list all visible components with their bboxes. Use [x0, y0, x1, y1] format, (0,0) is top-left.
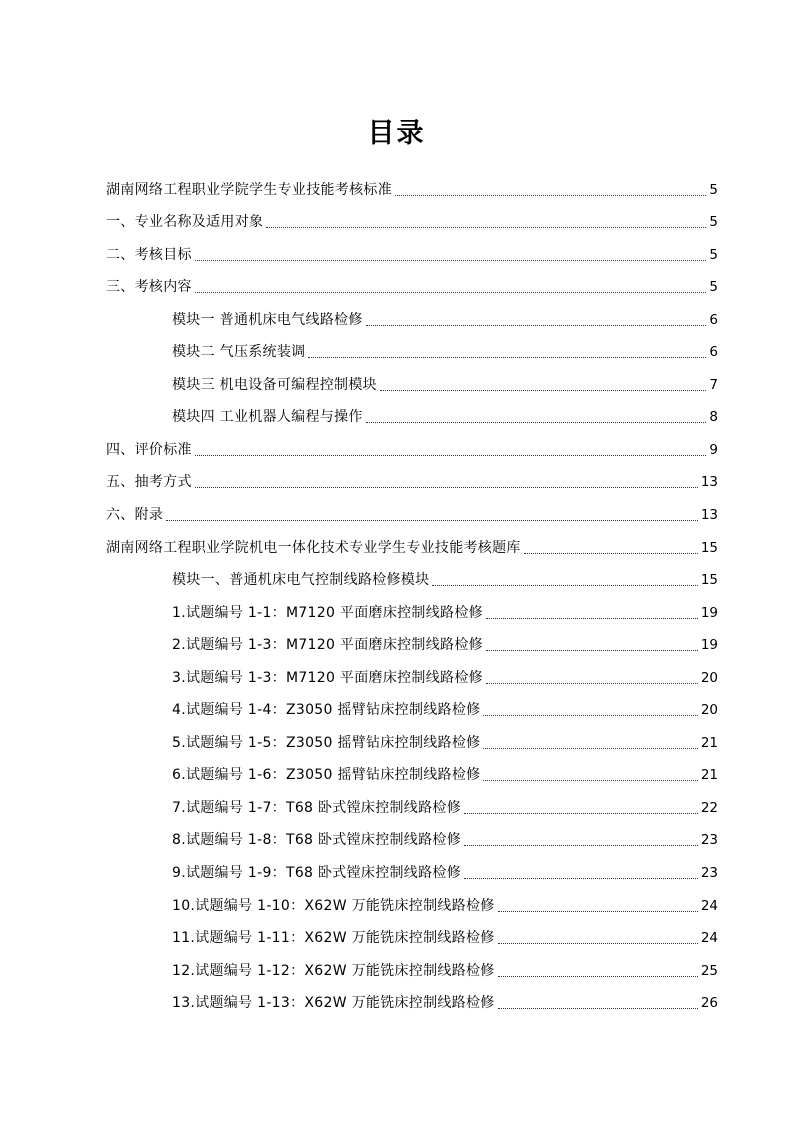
- toc-page-number: 19: [700, 637, 718, 654]
- toc-entry[interactable]: [106, 493, 718, 526]
- toc-dot-leader: [366, 324, 707, 326]
- toc-page-number: 26: [700, 995, 718, 1012]
- toc-entry[interactable]: [106, 721, 718, 754]
- toc-title: 目录: [367, 118, 426, 149]
- toc-entry[interactable]: [106, 689, 718, 722]
- toc-page-number: 24: [700, 930, 718, 947]
- toc-dot-leader: [498, 975, 698, 977]
- toc-page-number: 23: [700, 865, 718, 882]
- toc-entry[interactable]: [106, 559, 718, 592]
- toc-entry[interactable]: [106, 461, 718, 494]
- toc-page-number: 6: [709, 344, 718, 361]
- toc-entry[interactable]: [106, 168, 718, 201]
- toc-entry[interactable]: [106, 754, 718, 787]
- toc-dot-leader: [166, 519, 698, 521]
- toc-dot-leader: [498, 1007, 698, 1009]
- toc-entry[interactable]: [106, 396, 718, 429]
- toc-entry[interactable]: [106, 624, 718, 657]
- toc-dot-leader: [395, 194, 706, 196]
- toc-entry-text: 模块一 普通机床电气线路检修: [172, 311, 363, 328]
- toc-page-number: 9: [709, 441, 718, 458]
- toc-entry-text: 3.试题编号 1-3：M7120 平面磨床控制线路检修: [172, 669, 483, 686]
- toc-entry-text: 五、抽考方式: [106, 474, 192, 491]
- toc-dot-leader: [524, 552, 698, 554]
- toc-page-number: 20: [700, 669, 718, 686]
- toc-page-number: 21: [700, 767, 718, 784]
- toc-page-number: 5: [709, 214, 718, 231]
- toc-page-number: 8: [709, 409, 718, 426]
- toc-dot-leader: [195, 291, 707, 293]
- toc-dot-leader: [195, 259, 707, 261]
- toc-entry[interactable]: [106, 363, 718, 396]
- toc-dot-leader: [195, 454, 707, 456]
- toc-dot-leader: [266, 226, 706, 228]
- toc-dot-leader: [483, 779, 697, 781]
- toc-dot-leader: [486, 617, 698, 619]
- toc-dot-leader: [464, 812, 698, 814]
- toc-entry[interactable]: [106, 949, 718, 982]
- toc-entry[interactable]: [106, 298, 718, 331]
- toc-page-number: 5: [709, 181, 718, 198]
- toc-entry[interactable]: [106, 233, 718, 266]
- toc-dot-leader: [483, 747, 697, 749]
- toc-page-number: 15: [700, 539, 718, 556]
- toc-dot-leader: [195, 486, 698, 488]
- toc-entry-text: 7.试题编号 1-7：T68 卧式镗床控制线路检修: [172, 799, 461, 816]
- toc-page-number: 7: [709, 376, 718, 393]
- toc-entry-text: 4.试题编号 1-4：Z3050 摇臂钻床控制线路检修: [172, 702, 481, 719]
- toc-entry[interactable]: [106, 819, 718, 852]
- toc-entry-text: 模块四 工业机器人编程与操作: [172, 409, 363, 426]
- toc-entry-text: 四、评价标准: [106, 441, 192, 458]
- toc-dot-leader: [432, 584, 697, 586]
- toc-page-number: 15: [700, 572, 718, 589]
- toc-entry-text: 六、附录: [106, 507, 164, 524]
- toc-entry-text: 模块二 气压系统装调: [172, 344, 306, 361]
- toc-entry[interactable]: [106, 656, 718, 689]
- toc-entry[interactable]: [106, 884, 718, 917]
- toc-dot-leader: [380, 389, 706, 391]
- toc-page-number: 6: [709, 311, 718, 328]
- toc-page-number: 23: [700, 832, 718, 849]
- toc-dot-leader: [464, 844, 698, 846]
- toc-entry[interactable]: [106, 786, 718, 819]
- toc-page-number: 21: [700, 734, 718, 751]
- table-of-contents: [106, 168, 718, 1014]
- toc-entry[interactable]: [106, 591, 718, 624]
- toc-entry[interactable]: [106, 266, 718, 299]
- toc-entry-text: 5.试题编号 1-5：Z3050 摇臂钻床控制线路检修: [172, 734, 481, 751]
- toc-page-number: 19: [700, 604, 718, 621]
- toc-entry[interactable]: [106, 331, 718, 364]
- toc-dot-leader: [486, 682, 698, 684]
- toc-entry-text: 11.试题编号 1-11：X62W 万能铣床控制线路检修: [172, 930, 495, 947]
- toc-dot-leader: [486, 649, 698, 651]
- toc-entry[interactable]: [106, 428, 718, 461]
- toc-page-number: 24: [700, 897, 718, 914]
- toc-entry-text: 湖南网络工程职业学院机电一体化技术专业学生专业技能考核题库: [106, 539, 521, 556]
- toc-entry-text: 一、专业名称及适用对象: [106, 214, 264, 231]
- toc-dot-leader: [498, 942, 698, 944]
- toc-entry[interactable]: [106, 851, 718, 884]
- toc-entry-text: 13.试题编号 1-13：X62W 万能铣床控制线路检修: [172, 995, 495, 1012]
- toc-dot-leader: [498, 910, 698, 912]
- toc-entry-text: 8.试题编号 1-8：T68 卧式镗床控制线路检修: [172, 832, 461, 849]
- toc-entry-text: 模块一、普通机床电气控制线路检修模块: [172, 572, 430, 589]
- toc-entry-text: 二、考核目标: [106, 246, 192, 263]
- toc-page-number: 13: [700, 474, 718, 491]
- toc-entry-text: 10.试题编号 1-10：X62W 万能铣床控制线路检修: [172, 897, 495, 914]
- toc-entry-text: 湖南网络工程职业学院学生专业技能考核标准: [106, 181, 392, 198]
- toc-entry[interactable]: [106, 917, 718, 950]
- toc-page-number: 22: [700, 799, 718, 816]
- toc-page-number: 5: [709, 246, 718, 263]
- toc-dot-leader: [464, 877, 698, 879]
- toc-page-number: 20: [700, 702, 718, 719]
- toc-entry[interactable]: [106, 526, 718, 559]
- toc-entry[interactable]: [106, 201, 718, 234]
- toc-entry-text: 9.试题编号 1-9：T68 卧式镗床控制线路检修: [172, 865, 461, 882]
- toc-dot-leader: [366, 421, 707, 423]
- toc-page-number: 25: [700, 962, 718, 979]
- toc-entry-text: 三、考核内容: [106, 279, 192, 296]
- toc-entry-text: 6.试题编号 1-6：Z3050 摇臂钻床控制线路检修: [172, 767, 481, 784]
- toc-entry-text: 12.试题编号 1-12：X62W 万能铣床控制线路检修: [172, 962, 495, 979]
- toc-page-number: 5: [709, 279, 718, 296]
- toc-dot-leader: [308, 356, 706, 358]
- toc-entry[interactable]: [106, 982, 718, 1015]
- toc-dot-leader: [483, 714, 697, 716]
- toc-entry-text: 模块三 机电设备可编程控制模块: [172, 376, 377, 393]
- toc-entry-text: 2.试题编号 1-3：M7120 平面磨床控制线路检修: [172, 637, 483, 654]
- toc-page-number: 13: [700, 507, 718, 524]
- toc-entry-text: 1.试题编号 1-1：M7120 平面磨床控制线路检修: [172, 604, 483, 621]
